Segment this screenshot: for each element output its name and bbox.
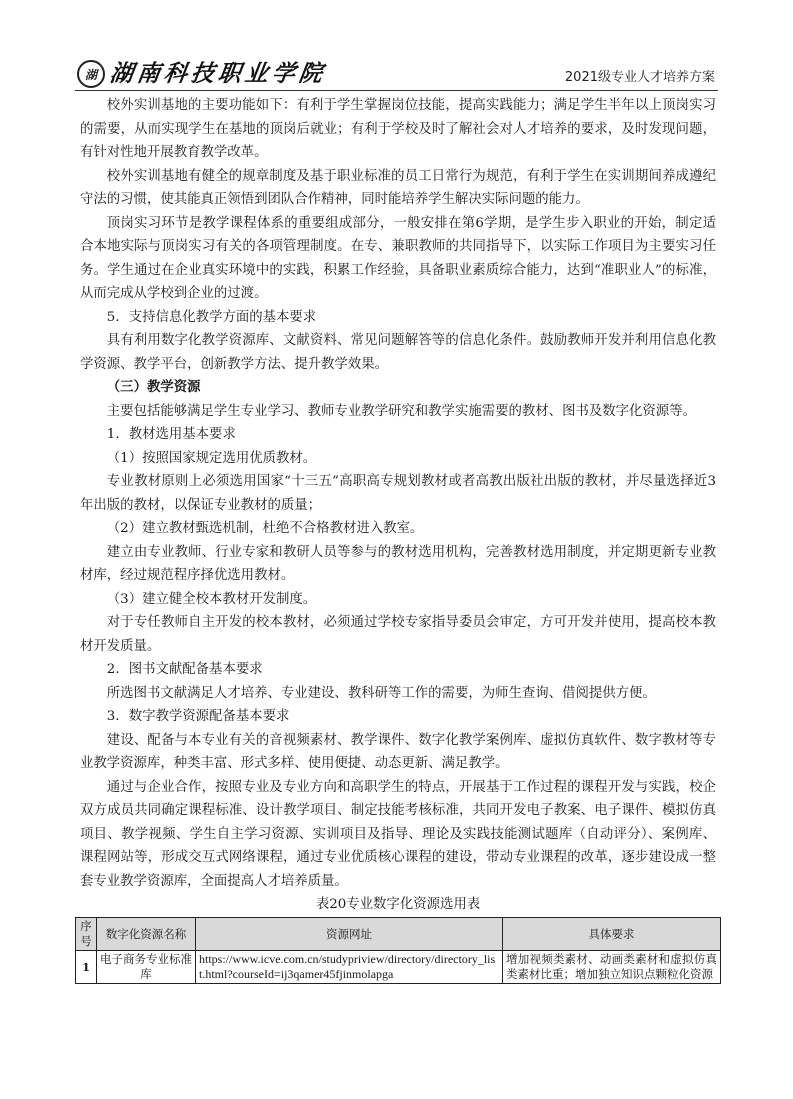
section-heading: 2．图书文献配备基本要求 [106, 662, 263, 677]
section-heading: 3．数字教学资源配备基本要求 [106, 709, 290, 724]
digital-resources-table [75, 917, 721, 984]
page-body [80, 94, 716, 984]
paragraph: 建设、配备与本专业有关的音视频素材、教学课件、数字化教学案例库、虚拟仿真软件、数字教材等专业教学资源库，种类丰富、形式多样、使用便捷、动态更新、满足教学。 [80, 732, 716, 771]
page-header [0, 0, 793, 88]
sub-heading: （3）建立健全校本教材开发制度。 [106, 591, 317, 607]
sub-heading: （1）按照国家规定选用优质教材。 [106, 450, 317, 466]
cell-requirement: 增加视频类素材、动画类素材和虚拟仿真类素材比重；增加独立知识点颗粒化资源 [503, 951, 721, 984]
paragraph: 通过与企业合作，按照专业及专业方向和高职学生的特点，开展基于工作过程的课程开发与实践，校企双方成员共同确定课程标准、设计教学项目、制定技能考核标准，共同开发电子教案、电子课件、模拟仿真项目、教学视频、学生自主学习资源、实训项目及指导、理论及实践技能测试题库（自动评分）、案例库、课程网站等，形成交互式网络课程，通过专业优质核心课程的建设，带动专业课程的改革，逐步建设成一整套专业教学资源库，全面提高人才培养质量。 [80, 779, 716, 889]
section-heading: 5．支持信息化教学方面的基本要求 [106, 309, 317, 325]
table-header-row [76, 918, 721, 951]
header-resource-name: 数字化资源名称 [97, 918, 196, 951]
section-heading-teaching-resources: （三）教学资源 [106, 379, 201, 395]
school-logo-text: 湖南科技职业学院 [108, 60, 328, 87]
sub-heading: （2）建立教材甄选机制，杜绝不合格教材进入教室。 [106, 521, 424, 536]
table-caption: 表20专业数字化资源选用表 [315, 897, 481, 912]
header-divider [75, 90, 718, 91]
paragraph: 建立由专业教师、行业专家和教研人员等参与的教材选用机构，完善教材选用制度，并定期更新专业教材库，经过规范程序择优选用教材。 [80, 544, 716, 583]
paragraph: 校外实训基地的主要功能如下：有利于学生掌握岗位技能，提高实践能力；满足学生半年以上顶岗实习的需要，从而实现学生在基地的顶岗后就业；有利于学校及时了解社会对人才培养的要求，及时发现问题，有针对性地开展教育教学改革。 [80, 98, 716, 160]
header-resource-url: 资源网址 [196, 918, 503, 951]
cell-resource-url[interactable]: https://www.icve.com.cn/studypriview/directory/directory_list.html?courseId=ij3qamer45fjinmolapga [196, 951, 503, 984]
school-logo-seal-icon: 湖 [77, 60, 105, 88]
paragraph: 对于专任教师自主开发的校本教材，必须通过学校专家指导委员会审定，方可开发并使用，提高校本教材开发质量。 [80, 615, 716, 654]
paragraph: 具有利用数字化教学资源库、文献资料、常见问题解答等的信息化条件。鼓励教师开发并利用信息化教学资源、教学平台，创新教学方法、提升教学效果。 [80, 333, 716, 372]
document-title: 2021级专业人才培养方案 [564, 70, 715, 85]
cell-no: 1 [76, 951, 97, 984]
header-no: 序号 [76, 918, 97, 951]
cell-resource-name: 电子商务专业标准库 [97, 951, 196, 984]
paragraph: 顶岗实习环节是教学课程体系的重要组成部分，一般安排在第6学期，是学生步入职业的开始，制定适合本地实际与顶岗实习有关的各项管理制度。在专、兼职教师的共同指导下，以实际工作项目为主要实习任务。学生通过在企业真实环境中的实践，积累工作经验，具备职业素质综合能力，达到“准职业人”的标准，从而完成从学校到企业的过渡。 [80, 215, 716, 301]
paragraph: 所选图书文献满足人才培养、专业建设、教科研等工作的需要，为师生查询、借阅提供方便。 [106, 685, 656, 701]
paragraph: 主要包括能够满足学生专业学习、教师专业教学研究和教学实施需要的教材、图书及数字化资源等。 [106, 403, 696, 419]
table-row [76, 951, 721, 984]
section-heading: 1．教材选用基本要求 [106, 427, 236, 442]
paragraph: 专业教材原则上必须选用国家“十三五”高职高专规划教材或者高教出版社出版的教材，并尽量选择近3年出版的教材，以保证专业教材的质量； [80, 474, 716, 513]
paragraph: 校外实训基地有健全的规章制度及基于职业标准的员工日常行为规范，有利于学生在实训期间养成遵纪守法的习惯，使其能真正领悟到团队合作精神，同时能培养学生解决实际问题的能力。 [80, 168, 716, 207]
header-requirement: 具体要求 [503, 918, 721, 951]
